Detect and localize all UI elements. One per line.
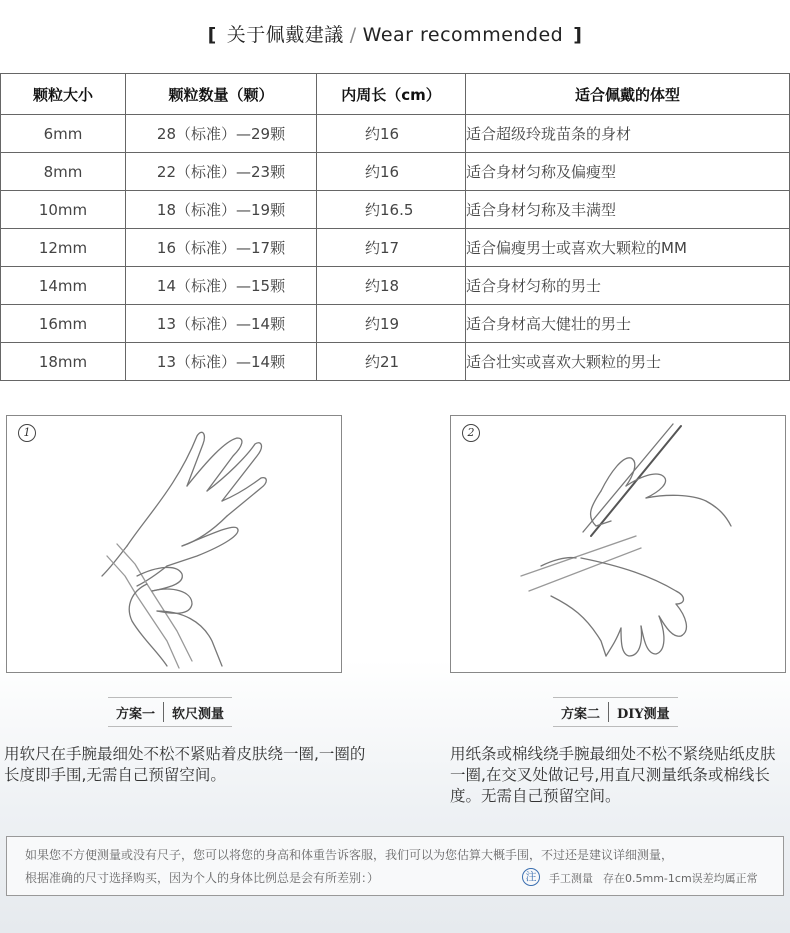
- cell-size: 16mm: [1, 305, 126, 343]
- cell-body: 适合壮实或喜欢大颗粒的男士: [466, 343, 790, 381]
- cell-size: 6mm: [1, 115, 126, 153]
- title-en: Wear recommended: [362, 24, 564, 46]
- note-hint-a: 手工测量: [549, 872, 593, 885]
- cell-circ-text: 约17: [365, 239, 400, 257]
- method-1-illustration: [6, 415, 342, 673]
- cell-body: 适合身材匀称的男士: [466, 267, 790, 305]
- cell-circ-text: 约19: [365, 315, 400, 333]
- method-2-illustration: [450, 415, 786, 673]
- method-2-description: 用纸条或棉线绕手腕最细处不松不紧绕贴纸皮肤一圈,在交叉处做记号,用直尺测量纸条或棉线长度。无需自己预留空间。: [450, 745, 776, 805]
- note-hint: [549, 870, 758, 886]
- method-2-label-a: 方案二: [561, 706, 601, 722]
- header-circumference: 内周长（cm）: [317, 74, 466, 115]
- title-cn: 关于佩戴建議: [226, 24, 344, 46]
- size-table: [0, 73, 790, 381]
- cell-body: 适合身材匀称及偏瘦型: [466, 153, 790, 191]
- cell-size: 18mm: [1, 343, 126, 381]
- title-slash: /: [349, 24, 357, 46]
- method-1-label-b: 软尺测量: [172, 706, 225, 722]
- cell-circ-text: 约16: [365, 125, 400, 143]
- title-bracket-left: [: [207, 24, 217, 46]
- cell-body: 适合身材高大健壮的男士: [466, 305, 790, 343]
- cell-size: 8mm: [1, 153, 126, 191]
- cell-body: 适合偏瘦男士或喜欢大颗粒的MM: [466, 229, 790, 267]
- table-row: [1, 305, 790, 343]
- method-1-label: [108, 697, 232, 727]
- cell-circ-text: 约18: [365, 277, 400, 295]
- cell-body: 适合身材匀称及丰满型: [466, 191, 790, 229]
- cell-count: 14（标准）—15颗: [126, 267, 317, 305]
- method-2-label-b: DIY测量: [617, 706, 670, 722]
- table-row: [1, 267, 790, 305]
- note-icon: 注: [522, 868, 540, 886]
- cell-circ-text: 约16.5: [365, 201, 414, 219]
- cell-count: 28（标准）—29颗: [126, 115, 317, 153]
- cell-circ: [317, 229, 466, 267]
- cell-body: 适合超级玲珑苗条的身材: [466, 115, 790, 153]
- cell-size: 12mm: [1, 229, 126, 267]
- note-hint-b: 存在0.5mm-1cm误差均属正常: [603, 872, 758, 885]
- title-bracket-right: ]: [573, 24, 583, 46]
- method-1-label-a: 方案一: [116, 706, 156, 722]
- cell-circ: [317, 153, 466, 191]
- table-row: [1, 229, 790, 267]
- cell-count: 16（标准）—17颗: [126, 229, 317, 267]
- table-row: [1, 115, 790, 153]
- cell-count: 22（标准）—23颗: [126, 153, 317, 191]
- table-row: [1, 191, 790, 229]
- note-line-1: 如果您不方便测量或没有尺子，您可以将您的身高和体重告诉客服，我们可以为您估算大概手围，不过还是建议详细测量，: [25, 848, 674, 862]
- cell-size: 14mm: [1, 267, 126, 305]
- cell-circ: [317, 267, 466, 305]
- step-number-2: 2: [462, 424, 480, 442]
- step-number-1: 1: [18, 424, 36, 442]
- cell-circ: [317, 191, 466, 229]
- cell-count: 18（标准）—19颗: [126, 191, 317, 229]
- cell-count: 13（标准）—14颗: [126, 343, 317, 381]
- cell-circ: [317, 115, 466, 153]
- header-body-type: 适合佩戴的体型: [466, 74, 790, 115]
- cell-size: 10mm: [1, 191, 126, 229]
- method-2-label: [553, 697, 678, 727]
- cell-circ: [317, 305, 466, 343]
- header-bead-count: 颗粒数量（颗）: [126, 74, 317, 115]
- cell-circ-text: 约16: [365, 163, 400, 181]
- method-1-description: 用软尺在手腕最细处不松不紧贴着皮肤绕一圈,一圈的长度即手围,无需自己预留空间。: [4, 745, 366, 784]
- table-header-row: [1, 74, 790, 115]
- hand-tape-measure-icon: [7, 416, 341, 672]
- page-title: [0, 20, 790, 47]
- cell-circ-text: 约21: [365, 353, 400, 371]
- header-bead-size: 颗粒大小: [1, 74, 126, 115]
- note-box: [6, 836, 784, 896]
- table-row: [1, 153, 790, 191]
- note-line-2: 根据准确的尺寸选择购买，因为个人的身体比例总是会有所差别：）: [25, 871, 380, 885]
- cell-count: 13（标准）—14颗: [126, 305, 317, 343]
- cell-circ: [317, 343, 466, 381]
- table-row: [1, 343, 790, 381]
- hand-pen-mark-icon: [451, 416, 785, 672]
